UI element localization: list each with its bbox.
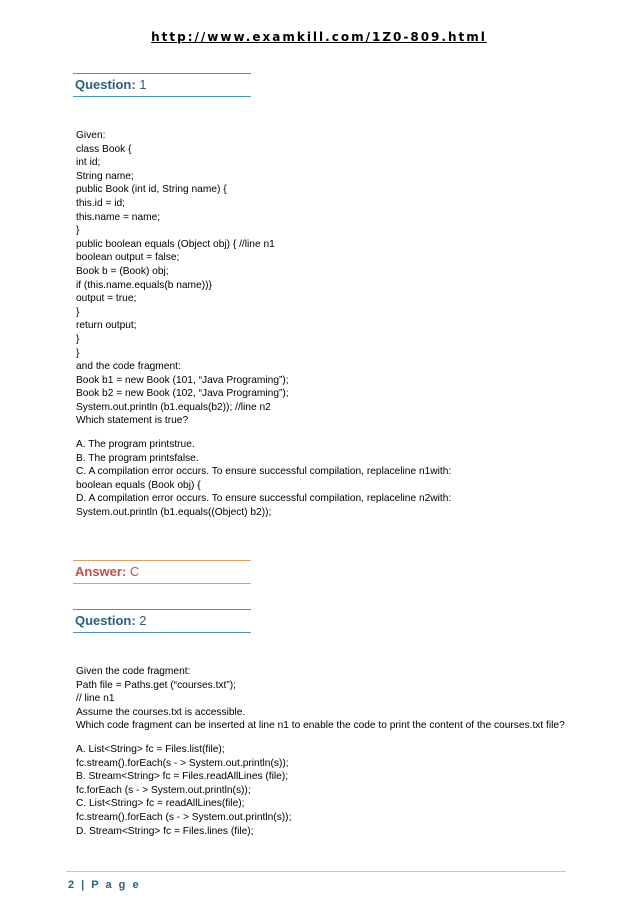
question-prompt: Which statement is true? (76, 415, 189, 427)
code-line: } (76, 347, 80, 359)
question-1-options (76, 438, 566, 520)
question-label: Question: (75, 613, 136, 628)
code-line: boolean output = false; (76, 252, 180, 264)
question-1-given (76, 129, 566, 428)
option-b: B. Stream<String> fc = Files.readAllLines (file); (76, 771, 289, 783)
code-line: Given: (76, 130, 106, 141)
code-line: and the code fragment: (76, 361, 181, 373)
code-line: this.name = name; (76, 211, 161, 223)
option-c-code: fc.stream().forEach (s - > System.out.println(s)); (76, 811, 292, 823)
code-line: Book b = (Book) obj; (76, 265, 169, 277)
answer-1-heading (73, 560, 251, 584)
code-line: class Book { (76, 143, 132, 155)
code-line: Given the code fragment: (76, 666, 191, 677)
code-line: Book b1 = new Book (101, “Java Programing”); (76, 374, 289, 386)
option-a: A. The program printstrue. (76, 439, 195, 451)
answer-label: Answer: (75, 564, 127, 579)
question-2-body (76, 665, 566, 838)
code-line: return output; (76, 320, 137, 332)
code-line: } (76, 333, 80, 345)
option-a: A. List<String> fc = Files.list(file); (76, 743, 225, 755)
code-line: output = true; (76, 293, 137, 305)
code-line: Path file = Paths.get (“courses.txt”); (76, 679, 236, 691)
code-line: String name; (76, 170, 134, 182)
question-2-options (76, 743, 566, 838)
question-number: 1 (139, 77, 147, 92)
code-line: this.id = id; (76, 197, 125, 209)
option-c-code: boolean equals (Book obj) { (76, 479, 201, 491)
answer-value: C (129, 564, 140, 579)
question-label: Question: (75, 77, 136, 92)
option-c: C. A compilation error occurs. To ensure successful compilation, replaceline n1with: (76, 466, 452, 478)
question-2-heading (73, 609, 251, 633)
code-line: int id; (76, 157, 101, 169)
option-c: C. List<String> fc = readAllLines(file); (76, 798, 245, 810)
code-line: // line n1 (76, 693, 115, 705)
header-url (0, 30, 638, 44)
option-b: B. The program printsfalse. (76, 452, 199, 464)
option-a-code: fc.stream().forEach(s - > System.out.println(s)); (76, 757, 289, 769)
code-line: System.out.println (b1.equals(b2)); //line n2 (76, 401, 271, 413)
question-1-heading (73, 73, 251, 97)
question-number: 2 (139, 613, 147, 628)
code-line: public boolean equals (Object obj) { //line n1 (76, 238, 275, 250)
option-d-code: System.out.println (b1.equals((Object) b2)); (76, 507, 272, 519)
code-line: Book b2 = new Book (102, “Java Programing”); (76, 388, 289, 400)
question-1-body (76, 129, 566, 520)
code-line: if (this.name.equals(b name))} (76, 279, 212, 291)
question-prompt: Which code fragment can be inserted at line n1 to enable the code to print the content of the courses.txt file? (76, 720, 565, 732)
option-d: D. Stream<String> fc = Files.lines (file); (76, 825, 254, 837)
option-d: D. A compilation error occurs. To ensure successful compilation, replaceline n2with: (76, 493, 452, 505)
page-number: 2 | P a g e (68, 879, 141, 891)
code-line: Assume the courses.txt is accessible. (76, 706, 246, 718)
code-line: public Book (int id, String name) { (76, 184, 227, 196)
question-2-given (76, 665, 566, 733)
code-line: } (76, 225, 80, 237)
footer-divider (66, 871, 566, 872)
option-b-code: fc.forEach (s - > System.out.println(s)); (76, 784, 251, 796)
code-line: } (76, 306, 80, 318)
url-link[interactable]: http://www.examkill.com/1Z0-809.html (151, 30, 487, 44)
